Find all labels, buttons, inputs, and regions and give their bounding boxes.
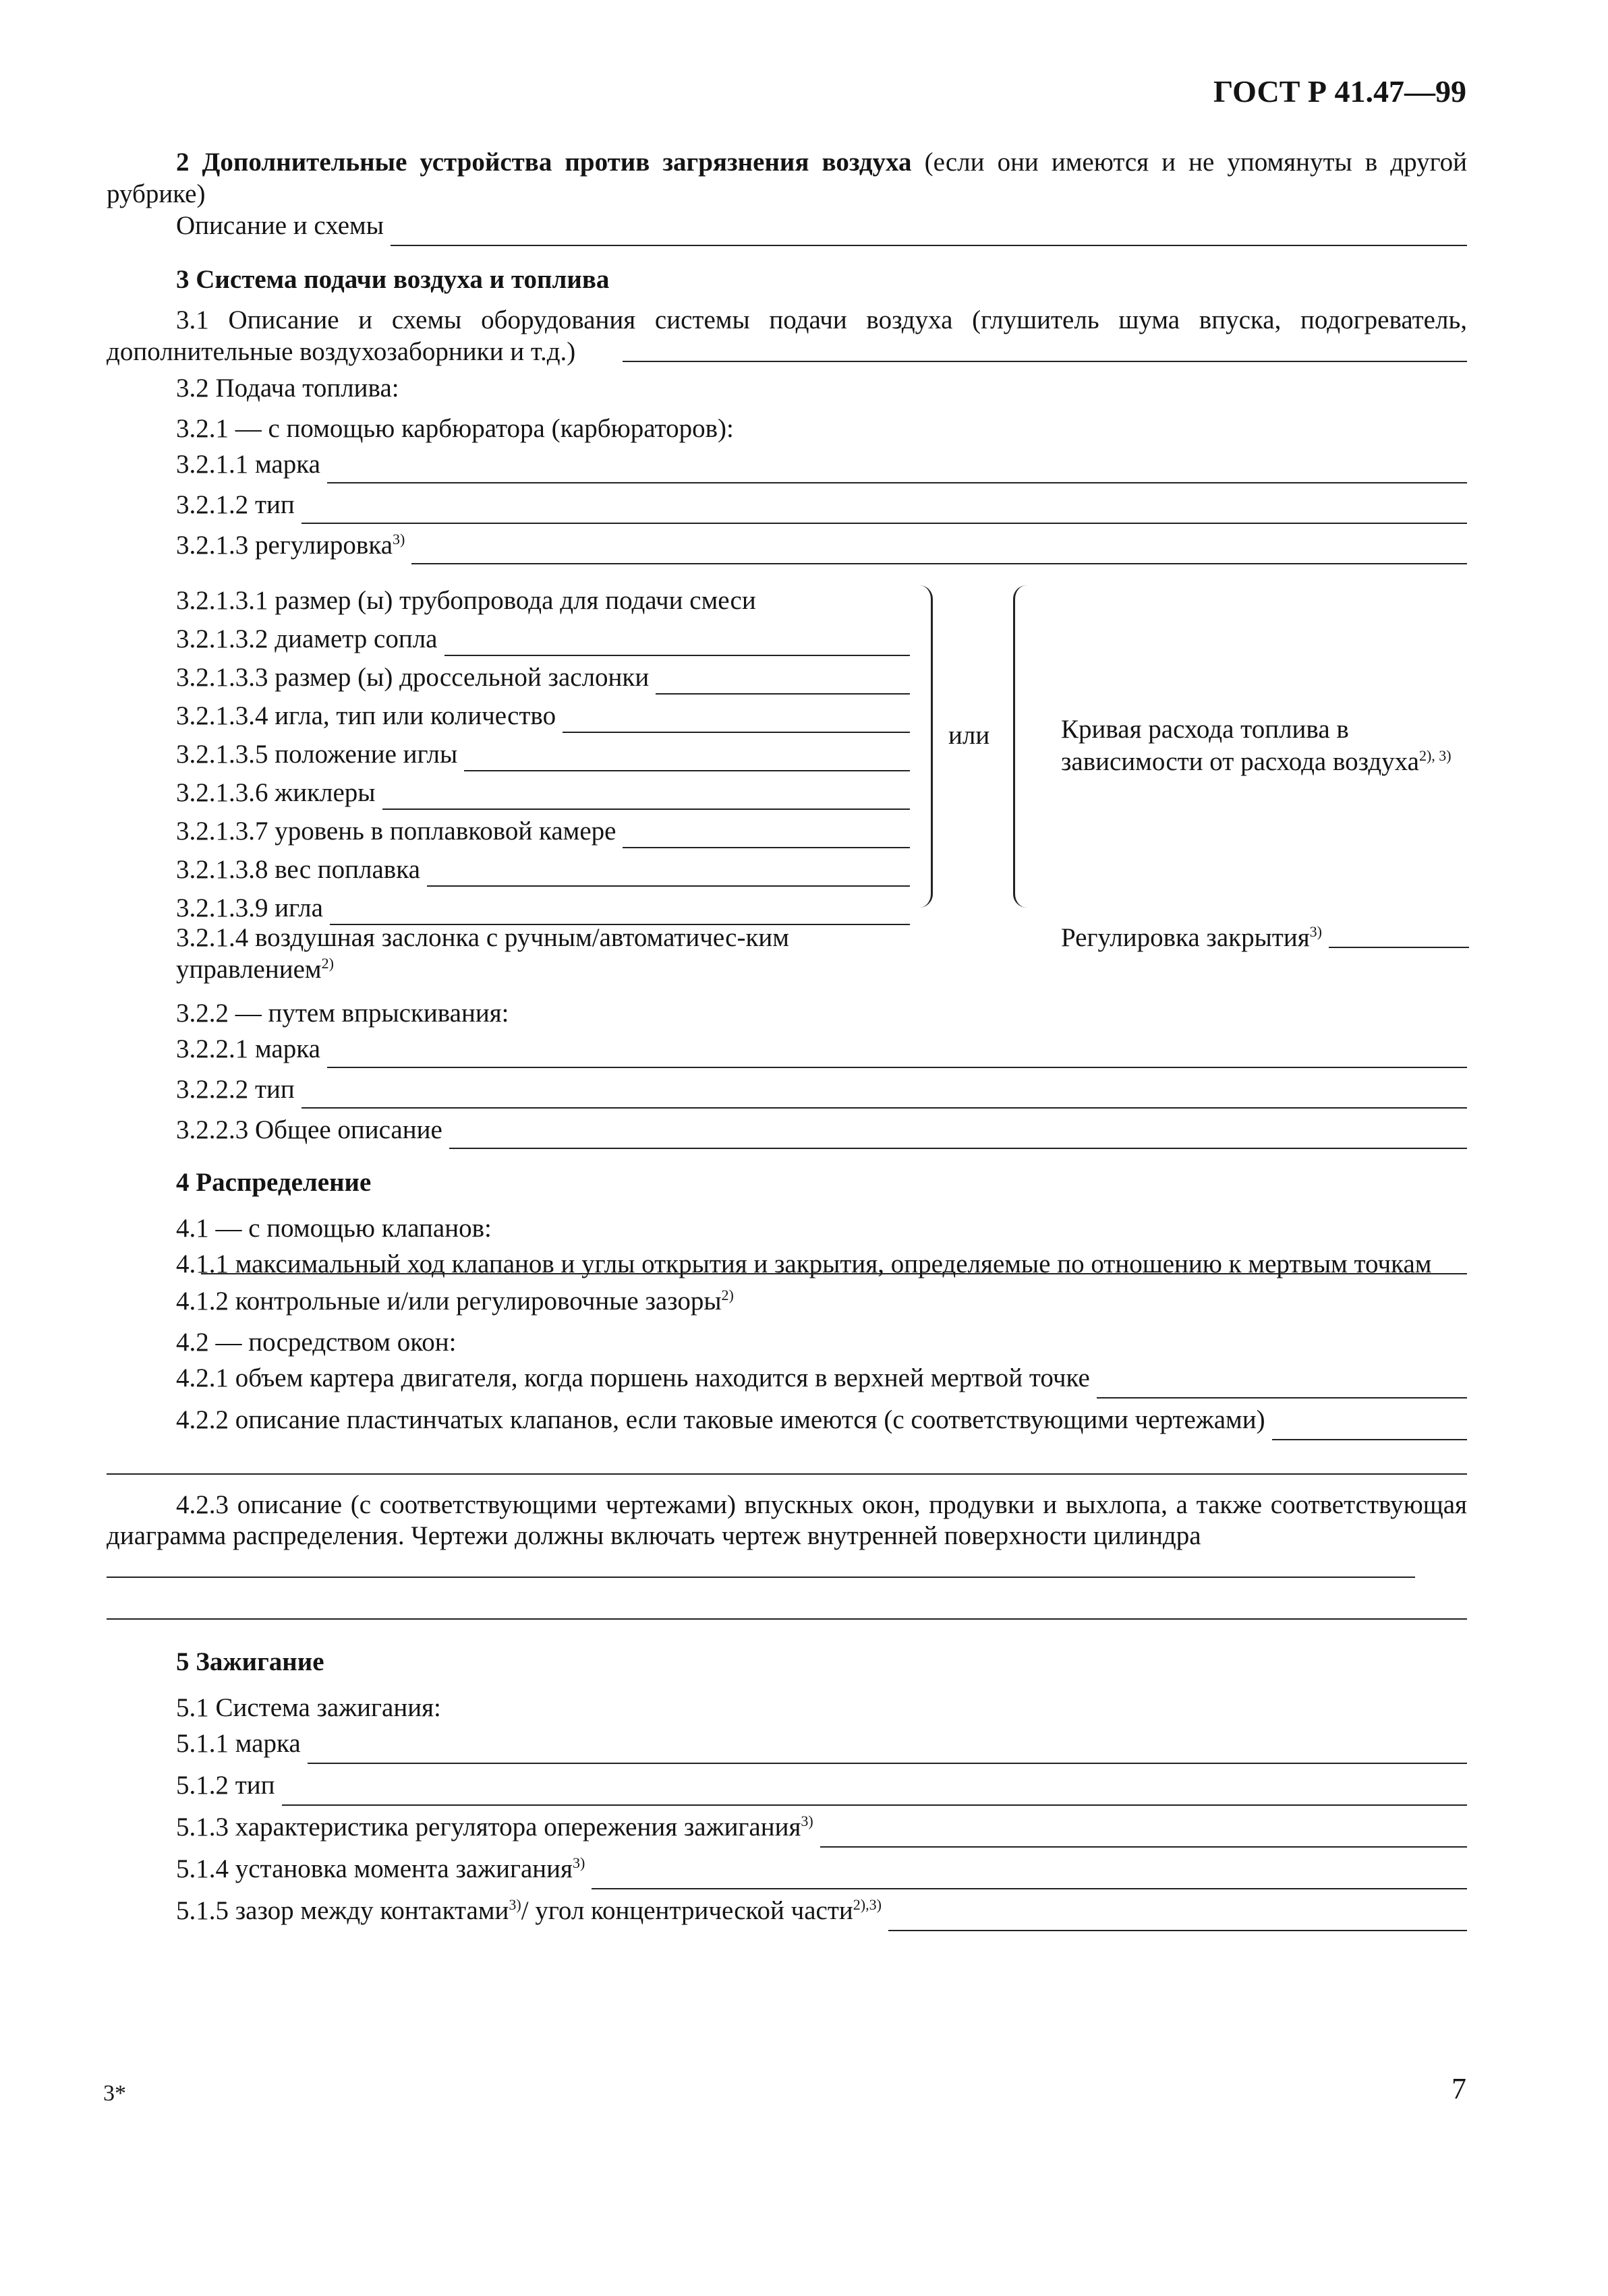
- field-label: Описание и схемы: [176, 210, 384, 240]
- carb-item-5: [176, 739, 910, 777]
- item-4-2-1-field: [176, 1363, 1467, 1405]
- carb-item-8: [176, 854, 910, 893]
- label-text: 5.1.3 характеристика регулятора опережения зажигания: [176, 1812, 801, 1842]
- item-3-2-1-4: [107, 922, 875, 986]
- fill-line[interactable]: [623, 360, 1467, 362]
- fill-line[interactable]: [888, 1929, 1467, 1931]
- carb-item-4: [176, 701, 910, 739]
- field-label: 3.2.1.3.6 жиклеры: [176, 777, 376, 807]
- label-text: Регулировка закрытия: [1061, 922, 1310, 952]
- item-5-1-5-field: [176, 1895, 1467, 1937]
- carburettor-items: [176, 585, 910, 931]
- choke-row: [107, 922, 1467, 993]
- carburettor-adjustment-block: [107, 585, 1467, 922]
- item-4-2-2-field: [176, 1405, 1467, 1446]
- fill-line[interactable]: [656, 693, 910, 695]
- item-3-2: 3.2 Подача топлива:: [176, 373, 399, 403]
- fill-line[interactable]: [444, 654, 911, 656]
- label-text: 3.2.1.3 регулировка: [176, 530, 393, 560]
- section-2-heading: [107, 147, 1467, 210]
- label-text: 4.2.3 описание (с соответствующими чертежами) впускных окон, продувки и выхлопа, а также соответствующая диаграмма распределения. Чертежи должны включать чертеж внутренней поверхности цилиндра: [107, 1490, 1467, 1551]
- field-label: 3.2.1.2 тип: [176, 490, 295, 519]
- fill-line[interactable]: [282, 1804, 1467, 1806]
- page-number: 7: [1452, 2072, 1466, 2105]
- fill-line[interactable]: [1097, 1396, 1467, 1399]
- fill-line[interactable]: [592, 1887, 1467, 1889]
- item-3-2-2-1-field: [176, 1034, 1467, 1074]
- right-brace: [915, 585, 933, 908]
- item-3-2-1-3-field: [176, 530, 1467, 570]
- field-label: 3.2.1.1 марка: [176, 449, 320, 479]
- fuel-curve-text: [1061, 713, 1469, 777]
- field-label: [176, 1895, 882, 1927]
- carb-item-1: [176, 585, 910, 624]
- carb-item-3: [176, 662, 910, 701]
- or-label: или: [948, 720, 990, 750]
- footnote-mark: 2): [721, 1286, 734, 1303]
- fill-line[interactable]: [382, 808, 911, 810]
- footnote-mark: 2), 3): [1418, 746, 1452, 764]
- fill-line[interactable]: [201, 1272, 1467, 1274]
- label-text: 5.1.4 установка момента зажигания: [176, 1854, 573, 1883]
- section-3-title: 3 Система подачи воздуха и топлива: [176, 264, 610, 294]
- fill-line[interactable]: [820, 1846, 1467, 1848]
- fill-line[interactable]: [302, 522, 1467, 524]
- carb-item-2: [176, 624, 910, 662]
- item-5-1: 5.1 Система зажигания:: [176, 1692, 441, 1722]
- item-4-2: 4.2 — посредством окон:: [176, 1327, 457, 1357]
- left-brace: [1013, 585, 1031, 908]
- fill-line[interactable]: [1272, 1438, 1467, 1440]
- item-5-1-2-field: [176, 1770, 1467, 1812]
- field-label: 3.2.1.3.4 игла, тип или количество: [176, 701, 556, 730]
- label-text: 5.1.5 зазор между контактами: [176, 1895, 509, 1925]
- item-5-1-1-field: [176, 1728, 1467, 1770]
- field-label: [176, 1854, 585, 1885]
- field-label: 4.2.1 объем картера двигателя, когда поршень находится в верхней мертвой точке: [176, 1363, 1090, 1392]
- label-text: 4.1.1 максимальный ход клапанов и углы открытия и закрытия, определяемые по отношению к мертвым точкам: [176, 1249, 1432, 1278]
- fill-line[interactable]: [327, 481, 1467, 483]
- item-3-2-2: 3.2.2 — путем впрыскивания:: [176, 998, 509, 1028]
- field-label: 5.1.2 тип: [176, 1770, 275, 1800]
- fill-line[interactable]: [623, 846, 910, 848]
- field-label: 3.2.2.1 марка: [176, 1034, 320, 1063]
- item-5-1-3-field: [176, 1812, 1467, 1854]
- fill-line[interactable]: [464, 769, 910, 771]
- fill-line[interactable]: [327, 1066, 1467, 1068]
- field-label: 3.2.1.3.2 диаметр сопла: [176, 624, 438, 653]
- label-text: 4.1.2 контрольные и/или регулировочные зазоры: [176, 1286, 722, 1316]
- section-4-title: 4 Распределение: [176, 1167, 372, 1197]
- label-text: 3.2.1.4 воздушная заслонка с ручным/автоматичес-ким управлением: [176, 922, 789, 984]
- field-label: 3.2.1.3.3 размер (ы) дроссельной заслонки: [176, 662, 650, 692]
- field-label: [1061, 922, 1322, 954]
- carb-item-7: [176, 816, 910, 854]
- field-label: 3.2.2.2 тип: [176, 1074, 295, 1104]
- fill-line[interactable]: [391, 244, 1467, 246]
- item-3-2-1: 3.2.1 — с помощью карбюратора (карбюраторов):: [176, 413, 734, 443]
- field-label: 3.2.1.3.1 размер (ы) трубопровода для подачи смеси: [176, 585, 756, 615]
- footnote-mark: 2),3): [853, 1895, 882, 1913]
- item-3-1-text: 3.1 Описание и схемы оборудования системы подачи воздуха (глушитель шума впуска, подогреватель, дополнительные воздухозаборники и т.д.): [107, 305, 1467, 367]
- footnote-mark: 3): [573, 1854, 585, 1871]
- field-label: 3.2.1.3.7 уровень в поплавковой камере: [176, 816, 616, 846]
- field-label: 3.2.1.3.9 игла: [176, 893, 323, 922]
- footnote-mark: 2): [321, 954, 334, 972]
- field-label: 3.2.1.3.8 вес поплавка: [176, 854, 420, 884]
- footnote-mark: 3): [393, 530, 405, 548]
- item-5-1-4-field: [176, 1854, 1467, 1895]
- sheet-signature: 3*: [103, 2081, 126, 2106]
- section-5-title: 5 Зажигание: [176, 1647, 324, 1677]
- item-3-2-2-2-field: [176, 1074, 1467, 1115]
- field-label: [176, 1812, 813, 1844]
- closing-adjustment-field: [1061, 922, 1469, 954]
- section-2-title-rest: (если они имеются и не упомянуты в другой рубрике): [107, 148, 1467, 208]
- field-label: [176, 530, 405, 562]
- item-4-2-3: [107, 1490, 1467, 1553]
- page-content: [107, 147, 1467, 1937]
- item-4-1: 4.1 — с помощью клапанов:: [176, 1213, 492, 1243]
- footnote-mark: 3): [1309, 922, 1322, 940]
- fill-line[interactable]: [411, 562, 1467, 564]
- fill-line[interactable]: [449, 1147, 1467, 1149]
- section-2-title: 2 Дополнительные устройства против загрязнения воздуха: [176, 148, 912, 177]
- item-3-1-field: [616, 334, 1467, 368]
- field-label: 5.1.1 марка: [176, 1728, 301, 1758]
- field-label: 3.2.1.3.5 положение иглы: [176, 739, 458, 769]
- document-code: ГОСТ Р 41.47—99: [1213, 74, 1466, 109]
- item-3-2-1-1-field: [176, 449, 1467, 490]
- fill-line[interactable]: [427, 885, 910, 887]
- item-4-1-1: [107, 1249, 1467, 1281]
- footnote-mark: 3): [509, 1895, 521, 1913]
- fill-line[interactable]: [302, 1107, 1467, 1109]
- label-text: / угол концентрической части: [521, 1895, 853, 1925]
- section-2-description-field: [176, 210, 1467, 252]
- fill-line[interactable]: [308, 1762, 1467, 1764]
- label-text: Кривая расхода топлива в зависимости от расхода воздуха: [1061, 714, 1419, 776]
- item-3-2-2-3-field: [176, 1115, 1467, 1155]
- fill-line[interactable]: [1329, 946, 1469, 948]
- item-4-1-2: [176, 1281, 1467, 1322]
- carb-item-6: [176, 777, 910, 816]
- field-label: 4.2.2 описание пластинчатых клапанов, если таковые имеются (с соответствующими чертежами): [176, 1405, 1265, 1434]
- footnote-mark: 3): [801, 1812, 813, 1829]
- field-label: 3.2.2.3 Общее описание: [176, 1115, 442, 1144]
- fill-line[interactable]: [563, 731, 910, 733]
- item-3-2-1-2-field: [176, 490, 1467, 530]
